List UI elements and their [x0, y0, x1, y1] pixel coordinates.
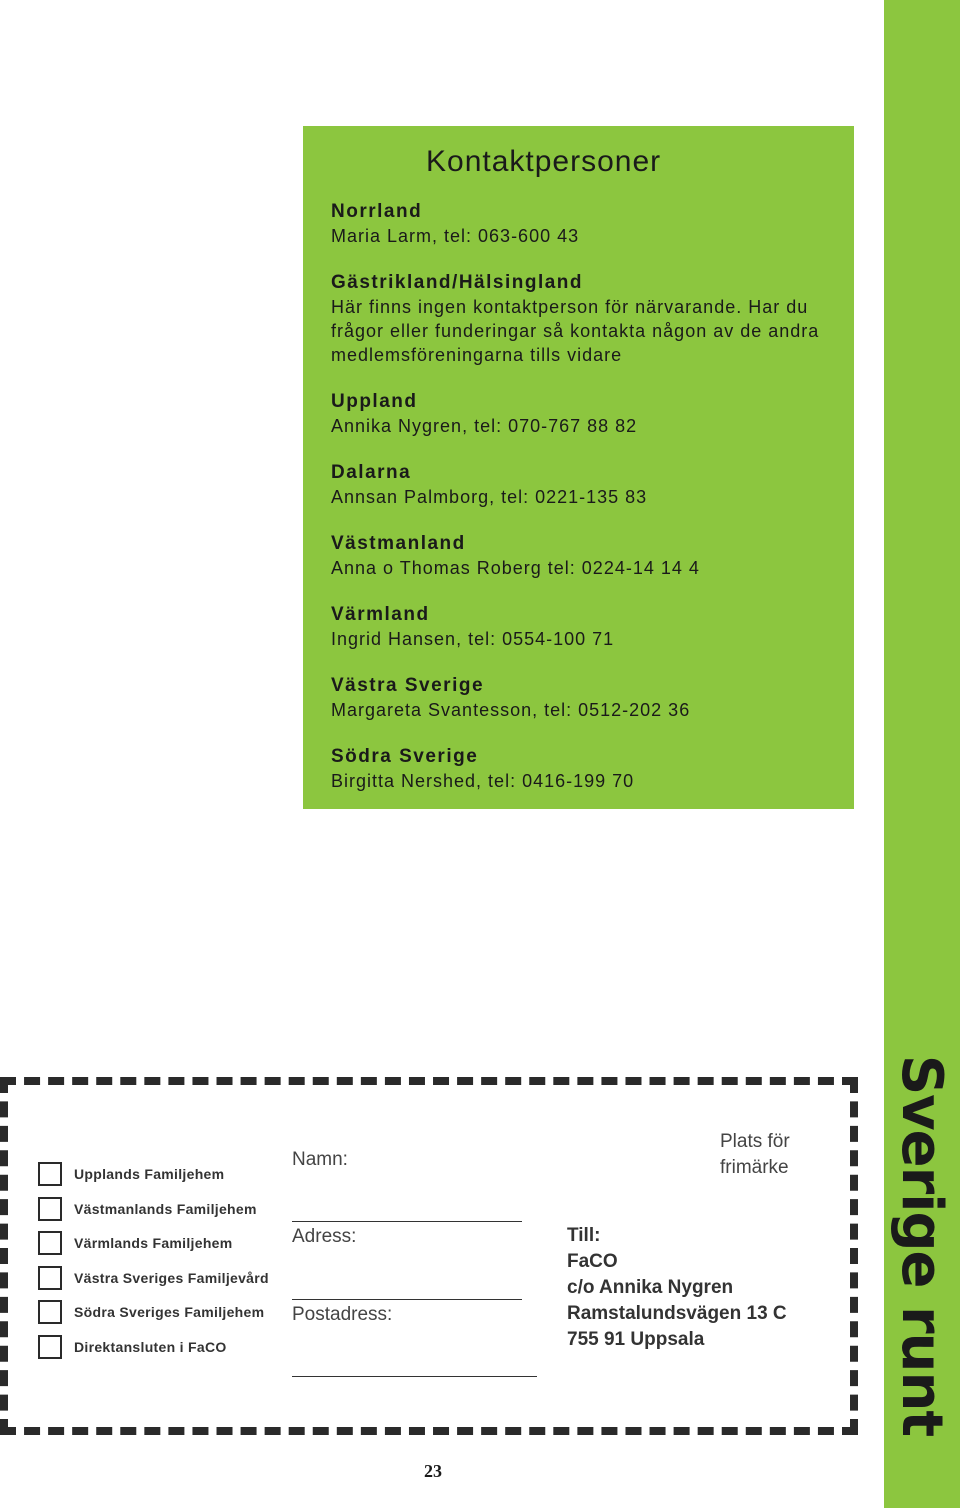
checkbox-label: Värmlands Familjehem — [74, 1235, 233, 1252]
region-name: Västra Sverige — [331, 675, 485, 696]
checkbox[interactable] — [38, 1231, 62, 1255]
recipient-address — [567, 1223, 787, 1353]
checkbox[interactable] — [38, 1197, 62, 1221]
address-field-label: Adress: — [292, 1226, 357, 1247]
checkbox-label: Direktansluten i FaCO — [74, 1338, 227, 1355]
region-name: Värmland — [331, 604, 430, 625]
region-contact: Annika Nygren, tel: 070-767 88 82 — [331, 416, 638, 436]
reply-card — [0, 1077, 858, 1435]
checkbox-label: Västra Sveriges Familjevård — [74, 1269, 269, 1286]
region-name: Södra Sverige — [331, 746, 479, 767]
region-vastmanland — [331, 532, 834, 580]
region-name: Uppland — [331, 391, 418, 412]
checklist-item[interactable] — [38, 1157, 269, 1192]
checkbox[interactable] — [38, 1266, 62, 1290]
region-uppland — [331, 390, 834, 438]
checklist-item[interactable] — [38, 1192, 269, 1227]
page-number: 23 — [424, 1461, 442, 1481]
region-name: Gästrikland/Hälsingland — [331, 272, 583, 293]
checkbox[interactable] — [38, 1300, 62, 1324]
stamp-line: frimärke — [720, 1157, 789, 1178]
side-title-text: Sverige runt — [889, 1054, 955, 1436]
address-field-line[interactable] — [292, 1299, 522, 1300]
recipient-line: Ramstalundsvägen 13 C — [567, 1303, 787, 1324]
postal-address-field-label: Postadress: — [292, 1304, 393, 1325]
region-name: Västmanland — [331, 533, 466, 554]
region-contact: Ingrid Hansen, tel: 0554-100 71 — [331, 629, 615, 649]
membership-checklist — [38, 1157, 269, 1364]
region-contact: Maria Larm, tel: 063-600 43 — [331, 226, 580, 246]
region-name: Norrland — [331, 201, 423, 222]
region-sodra-sverige — [331, 745, 834, 793]
recipient-line: 755 91 Uppsala — [567, 1329, 705, 1350]
checklist-item[interactable] — [38, 1295, 269, 1330]
recipient-line: FaCO — [567, 1251, 618, 1272]
region-vastra-sverige — [331, 674, 834, 722]
checkbox[interactable] — [38, 1162, 62, 1186]
name-field-label: Namn: — [292, 1149, 348, 1170]
region-gastrikland-halsingland — [331, 271, 834, 367]
contacts-title: Kontaktpersoner — [426, 145, 662, 178]
side-title — [884, 1055, 960, 1435]
region-contact: Här finns ingen kontaktperson för närvarande. Har du frågor eller funderingar så kontakta någon av de andra medlemsföreningarna tills vidare — [331, 297, 820, 365]
checklist-item[interactable] — [38, 1261, 269, 1296]
checkbox[interactable] — [38, 1335, 62, 1359]
checkbox-label: Upplands Familjehem — [74, 1166, 225, 1183]
checklist-item[interactable] — [38, 1226, 269, 1261]
region-contact: Birgitta Nershed, tel: 0416-199 70 — [331, 771, 635, 791]
stamp-line: Plats för — [720, 1131, 790, 1152]
checklist-item[interactable] — [38, 1330, 269, 1365]
recipient-line: Till: — [567, 1225, 601, 1246]
region-varmland — [331, 603, 834, 651]
checkbox-label: Västmanlands Familjehem — [74, 1200, 257, 1217]
region-contact: Margareta Svantesson, tel: 0512-202 36 — [331, 700, 691, 720]
recipient-line: c/o Annika Nygren — [567, 1277, 734, 1298]
name-field-line[interactable] — [292, 1221, 522, 1222]
stamp-placeholder — [720, 1129, 790, 1181]
region-contact: Annsan Palmborg, tel: 0221-135 83 — [331, 487, 648, 507]
checkbox-label: Södra Sveriges Familjehem — [74, 1304, 265, 1321]
region-norrland — [331, 200, 834, 248]
region-name: Dalarna — [331, 462, 412, 483]
contact-box — [303, 126, 854, 809]
region-contact: Anna o Thomas Roberg tel: 0224-14 14 4 — [331, 558, 700, 578]
postal-address-field-line[interactable] — [292, 1376, 537, 1377]
region-dalarna — [331, 461, 834, 509]
